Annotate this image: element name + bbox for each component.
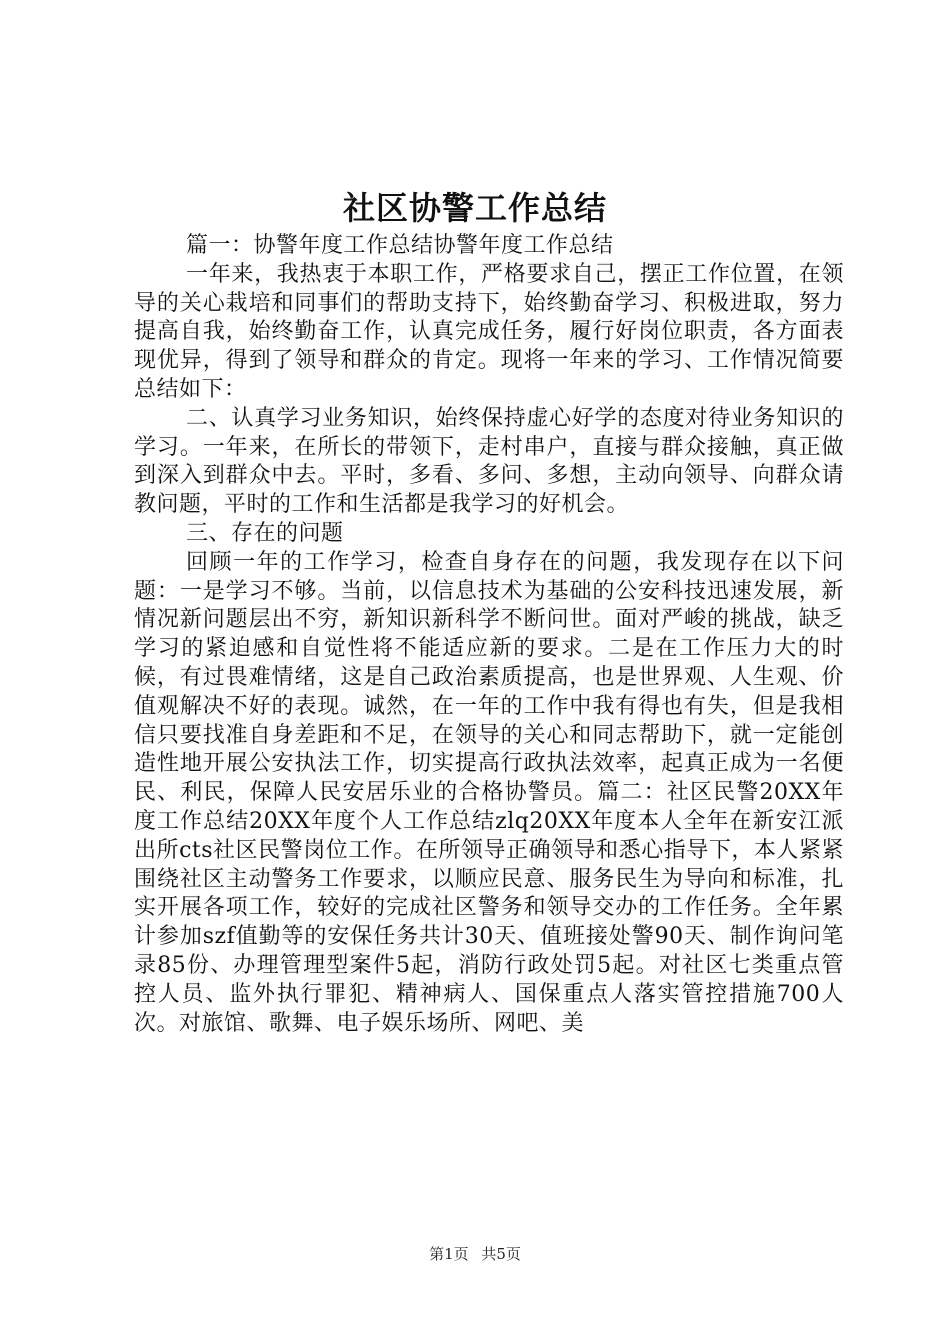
document-title: 社区协警工作总结 bbox=[342, 189, 607, 227]
page-number: 第1页 bbox=[429, 1245, 469, 1263]
paragraph-study: 二、认真学习业务知识，始终保持虚心好学的态度对待业务知识的学习。一年来，在所长的带领下，走村串户，直接与群众接触，真正做到深入到群众中去。平时，多看、多问、多想，主动向领导、向群众请教问题，平时的工作和生活都是我学习的好机会。 bbox=[134, 405, 844, 518]
paragraph-heading-part-one: 篇一：协警年度工作总结协警年度工作总结 bbox=[186, 233, 614, 258]
document-body bbox=[134, 232, 844, 1038]
page-total: 共5页 bbox=[481, 1245, 521, 1263]
paragraph-intro: 一年来，我热衷于本职工作，严格要求自己，摆正工作位置，在领导的关心栽培和同事们的帮助支持下，始终勤奋学习、积极进取，努力提高自我，始终勤奋工作，认真完成任务，履行好岗位职责，各方面表现优异，得到了领导和群众的肯定。现将一年来的学习、工作情况简要总结如下： bbox=[134, 261, 844, 402]
paragraph-heading-problems: 三、存在的问题 bbox=[186, 520, 344, 546]
paragraph-review: 回顾一年的工作学习，检查自身存在的问题，我发现存在以下问题：一是学习不够。当前，以信息技术为基础的公安科技迅速发展，新情况新问题层出不穷，新知识新科学不断问世。面对严峻的挑战，缺乏学习的紧迫感和自觉性将不能适应新的要求。二是在工作压力大的时候，有过畏难情绪，这是自己政治素质提高，也是世界观、人生观、价值观解决不好的表现。诚然，在一年的工作中我有得也有失，但是我相信只要找准自身差距和不足，在领导的关心和同志帮助下，就一定能创造性地开展公安执法工作，切实提高行政执法效率，起真正成为一名便民、利民，保障人民安居乐业的合格协警员。篇二：社区民警20XX年度工作总结20XX年度个人工作总结zlq20XX年度本人全年在新安江派出所cts社区民警岗位工作。在所领导正确领导和悉心指导下，本人紧紧围绕社区主动警务工作要求，以顺应民意、服务民生为导向和标准，扎实开展各项工作，较好的完成社区警务和领导交办的工作任务。全年累计参加szf值勤等的安保任务共计30天、值班接处警90天、制作询问笔录85份、办理管理型案件5起，消防行政处罚5起。对社区七类重点管控人员、监外执行罪犯、精神病人、国保重点人落实管控措施700人次。对旅馆、歌舞、电子娱乐场所、网吧、美 bbox=[134, 549, 844, 1036]
page-footer bbox=[0, 1244, 950, 1264]
